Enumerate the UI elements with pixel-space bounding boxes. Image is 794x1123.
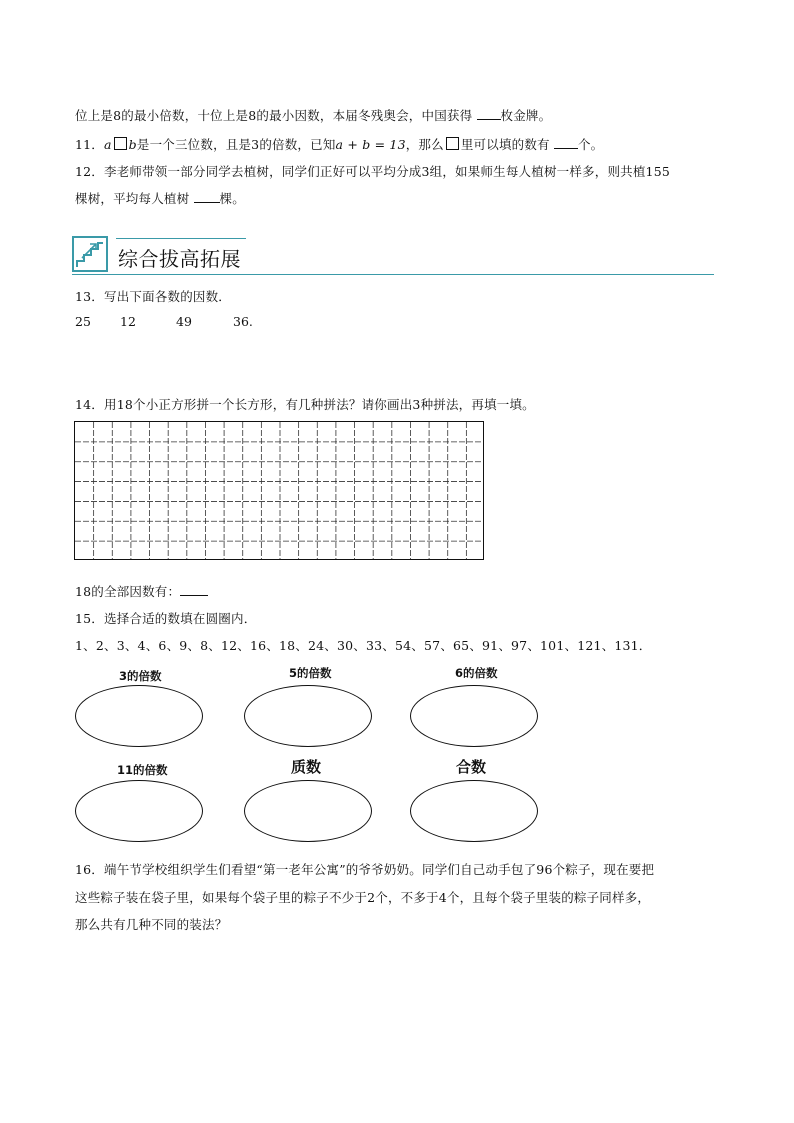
oval-label-multiples-of-6: 6的倍数 xyxy=(455,666,498,680)
q11-square-box xyxy=(114,137,127,150)
q11-middle-text: 是一个三位数，且是3的倍数，已知 xyxy=(136,137,336,152)
oval-label-composite: 合数 xyxy=(456,758,487,776)
oval-prime-numbers[interactable] xyxy=(244,780,372,842)
q11-square-box-2 xyxy=(446,137,459,150)
q12-line2 xyxy=(75,189,245,207)
oval-label-multiples-of-11: 11的倍数 xyxy=(117,763,168,777)
q14-answer-label: 18的全部因数有： xyxy=(75,584,181,599)
q11-line xyxy=(75,135,603,153)
section-title: 综合拔高拓展 xyxy=(118,247,241,271)
q13-text: 13．写出下面各数的因数． xyxy=(75,289,232,304)
q12-end-text: 棵。 xyxy=(219,191,245,206)
q11-then-text: ，那么 xyxy=(405,137,444,152)
oval-multiples-of-11[interactable] xyxy=(75,780,203,842)
oval-multiples-of-5[interactable] xyxy=(244,685,372,747)
q10-text: 位上是8的最小倍数，十位上是8的最小因数，本届冬残奥会，中国获得 xyxy=(75,108,473,123)
q11-tail-text: 里可以填的数有 xyxy=(460,137,550,152)
q12-line1: 12．李老师带领一部分同学去植树，同学们正好可以平均分成3组，如果师生每人植树一样多，则共植155 xyxy=(75,164,671,179)
q11-equation: a + b = 13 xyxy=(335,137,406,152)
oval-label-multiples-of-5: 5的倍数 xyxy=(289,666,332,680)
q14-answer-line xyxy=(75,582,208,600)
q12-text: 棵树，平均每人植树 xyxy=(75,191,190,206)
section-divider xyxy=(72,274,714,275)
q13-number: 49 xyxy=(176,314,192,329)
oval-label-prime: 质数 xyxy=(291,758,322,776)
oval-multiples-of-3[interactable] xyxy=(75,685,203,747)
q12-answer-blank[interactable] xyxy=(194,202,220,203)
q10-answer-blank[interactable] xyxy=(477,119,501,120)
oval-multiples-of-6[interactable] xyxy=(410,685,538,747)
q10-end-text: 枚金牌。 xyxy=(500,108,552,123)
oval-composite-numbers[interactable] xyxy=(410,780,538,842)
q16-line3: 那么共有几种不同的装法？ xyxy=(75,917,228,932)
q11-end-text: 个。 xyxy=(577,137,604,152)
q13-number: 36. xyxy=(233,314,253,329)
q15-number-list: 1、2、3、4、6、9、8、12、16、18、24、30、33、54、57、65、91、97、101、121、131． xyxy=(75,638,652,653)
q14-text: 14．用18个小正方形拼一个长方形，有几种拼法？请你画出3种拼法，再填一填。 xyxy=(75,397,535,412)
oval-label-multiples-of-3: 3的倍数 xyxy=(119,669,162,683)
q14-answer-blank[interactable] xyxy=(180,595,208,596)
stairs-icon xyxy=(72,236,108,272)
section-title-overline xyxy=(116,238,246,239)
q10-continuation-line xyxy=(75,106,551,124)
q11-answer-blank[interactable] xyxy=(554,148,578,149)
q11-var-a: a xyxy=(104,137,112,152)
q15-text: 15．选择合适的数填在圆圈内． xyxy=(75,611,257,626)
drawing-grid[interactable] xyxy=(74,421,484,560)
q13-number: 25 xyxy=(75,314,91,329)
q16-line1: 16．端午节学校组织学生们看望“第一老年公寓”的爷爷奶奶。同学们自己动手包了96个粽子，现在要把 xyxy=(75,862,655,877)
q11-var-b: b xyxy=(128,137,137,152)
q13-number: 12 xyxy=(120,314,136,329)
q16-line2: 这些粽子装在袋子里，如果每个袋子里的粽子不少于2个，不多于4个，且每个袋子里装的粽子同样多， xyxy=(75,890,651,905)
q11-number: 11． xyxy=(75,137,105,152)
